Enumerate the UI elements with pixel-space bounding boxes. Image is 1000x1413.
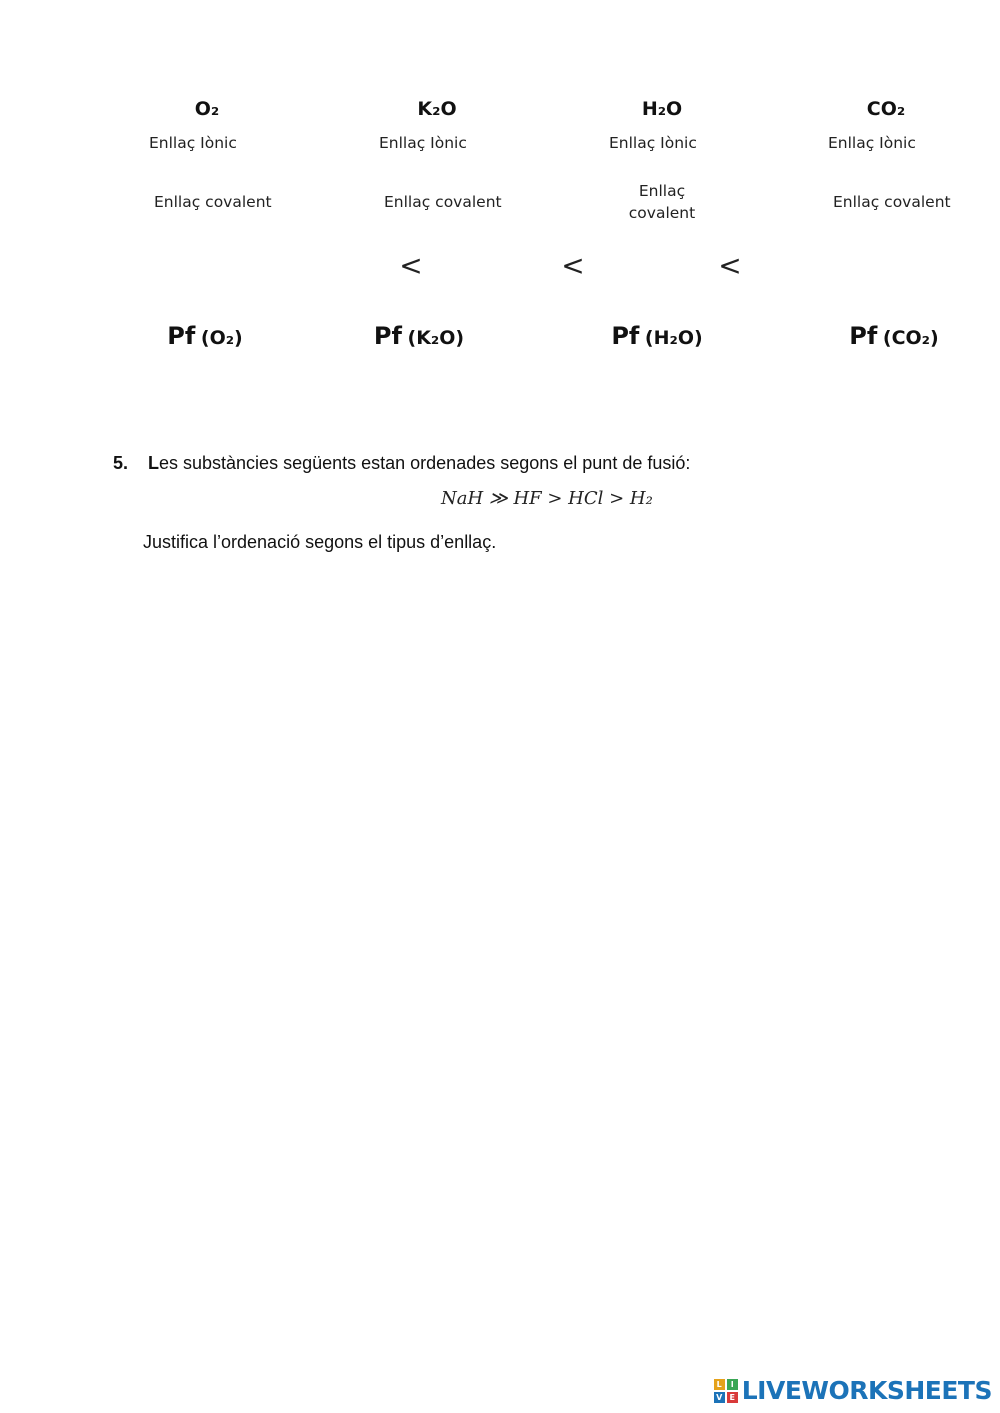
liveworksheets-logo: [714, 1376, 992, 1405]
pf-slot-o2[interactable]: [167, 322, 242, 350]
less-than-symbol-1: <: [399, 249, 423, 282]
question-text: [148, 453, 690, 474]
option-ionic-h2o[interactable]: Enllaç Iònic: [609, 134, 697, 152]
pf-slot-co2[interactable]: [849, 322, 938, 350]
formula-co2: CO₂: [866, 98, 906, 120]
pf-label: Pf: [373, 322, 402, 350]
question-number: 5.: [113, 453, 129, 473]
pf-slot-k2o[interactable]: [374, 322, 464, 350]
logo-icon: [714, 1379, 738, 1403]
option-covalent-h2o[interactable]: Enllaç covalent: [628, 182, 696, 222]
less-than-symbol-2: <: [561, 249, 585, 282]
pf-formula: (K₂O): [407, 327, 465, 349]
pf-formula: (O₂): [200, 327, 243, 349]
logo-letter-v: V: [714, 1392, 725, 1403]
option-ionic-o2[interactable]: Enllaç Iònic: [149, 134, 237, 152]
pf-label: Pf: [849, 322, 878, 350]
formula-h2o: H₂O: [641, 98, 683, 120]
question-text-rest: es substàncies següents estan ordenades segons el punt de fusió:: [159, 453, 691, 473]
pf-formula: (H₂O): [644, 327, 703, 349]
question-first-letter: L: [148, 453, 159, 473]
option-covalent-k2o[interactable]: Enllaç covalent: [384, 193, 502, 211]
formula-o2: O₂: [194, 98, 220, 120]
pf-formula: (CO₂): [882, 327, 939, 349]
question-instruction: Justifica l’ordenació segons el tipus d’enllaç.: [143, 532, 497, 552]
pf-label: Pf: [611, 322, 640, 350]
formula-k2o: K₂O: [417, 98, 457, 120]
logo-letter-e: E: [727, 1392, 738, 1403]
pf-slot-h2o[interactable]: [611, 322, 702, 350]
melting-point-equation: NaH ≫ HF > HCl > H₂: [441, 488, 653, 509]
option-ionic-co2[interactable]: Enllaç Iònic: [828, 134, 916, 152]
pf-label: Pf: [167, 322, 196, 350]
logo-letter-i: I: [727, 1379, 738, 1390]
logo-text: LIVEWORKSHEETS: [741, 1376, 992, 1405]
option-ionic-k2o[interactable]: Enllaç Iònic: [379, 134, 467, 152]
logo-letter-l: L: [714, 1379, 725, 1390]
option-covalent-o2[interactable]: Enllaç covalent: [154, 193, 272, 211]
less-than-symbol-3: <: [718, 249, 742, 282]
option-covalent-co2[interactable]: Enllaç covalent: [833, 193, 951, 211]
